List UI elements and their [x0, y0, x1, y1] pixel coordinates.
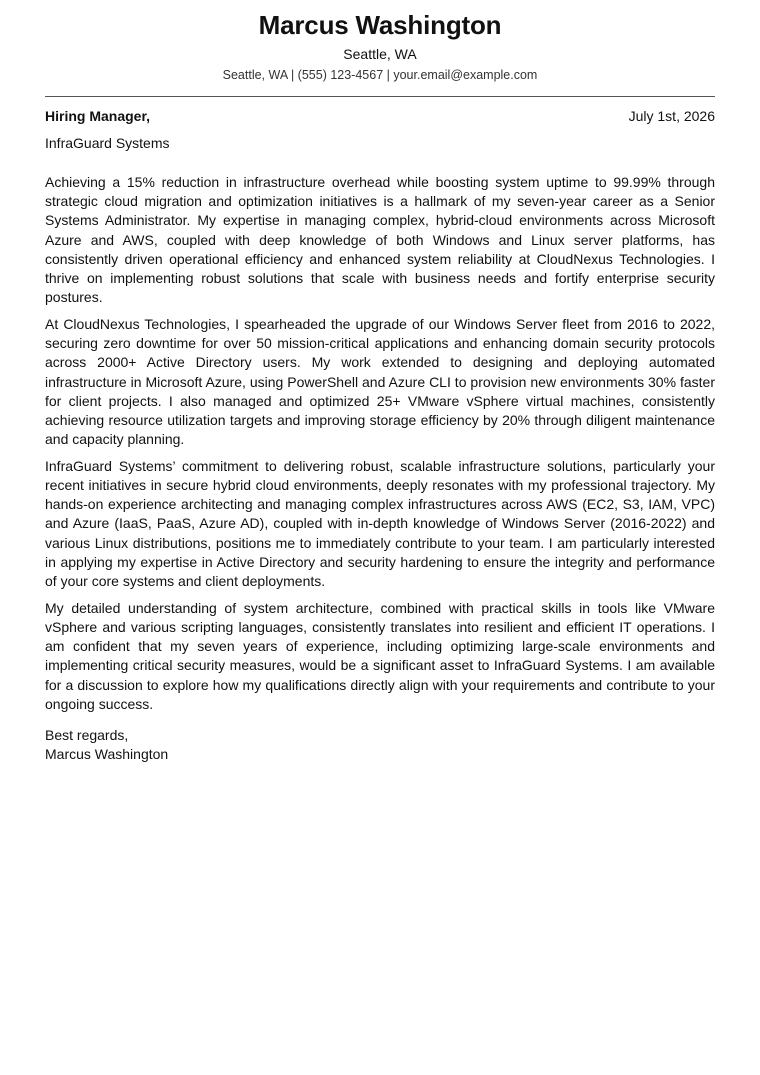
header-divider — [45, 96, 715, 97]
signature-name: Marcus Washington — [45, 746, 169, 763]
letter-meta-row — [45, 107, 715, 125]
body-paragraph-4: My detailed understanding of system architecture, combined with practical skills in tools like VMware vSphere and various scripting languages, consistently translates into resilient and efficient IT operations. I am confident that my seven years of experience, including optimizing large-scale environments and implementing critical security measures, would be a significant asset to InfraGuard Systems. I am available for a discussion to explore how my qualifications directly align with your requirements and contribute to your ongoing success. — [45, 599, 715, 712]
applicant-location: Seattle, WA — [343, 46, 417, 62]
body-paragraph-3: InfraGuard Systems’ commitment to delivering robust, scalable infrastructure solutions, particularly your recent initiatives in secure hybrid cloud environments, deeply resonates with my professional trajectory. My hands-on experience architecting and managing complex infrastructures across AWS (EC2, S3, IAM, VPC) and Azure (IaaS, PaaS, Azure AD), coupled with in-depth knowledge of Windows Server (2016-2022) and various Linux distributions, positions me to immediately contribute to your team. I am particularly interested in applying my expertise in Active Directory and security hardening to ensure the integrity and performance of your core systems and client deployments. — [45, 457, 715, 590]
recipient-company: InfraGuard Systems — [45, 135, 170, 151]
body-paragraph-2: At CloudNexus Technologies, I spearheaded the upgrade of our Windows Server fleet from 2016 to 2022, securing zero downtime for over 50 mission-critical applications and enhancing domain security protocols across 2000+ Active Directory users. My work extended to designing and deploying automated infrastructure in Microsoft Azure, using PowerShell and Azure CLI to provision new environments 30% faster for client projects. I also managed and optimized 25+ VMware vSphere virtual machines, consistently achieving resource utilization targets and improving storage efficiency by 20% through diligent maintenance and capacity planning. — [45, 315, 715, 448]
applicant-name: Marcus Washington — [258, 10, 502, 40]
closing-phrase: Best regards, — [45, 726, 129, 743]
body-paragraph-1: Achieving a 15% reduction in infrastructure overhead while boosting system uptime to 99.99% through strategic cloud migration and optimization initiatives is a hallmark of my seven-year career as a Senior Systems Administrator. My expertise in managing complex, hybrid-cloud environments across Microsoft Azure and AWS, coupled with deep knowledge of both Windows and Linux server platforms, has consistently driven operational efficiency and enhanced system reliability at CloudNexus Technologies. I thrive on implementing robust solutions that scale with business needs and fortify enterprise security postures. — [45, 174, 715, 306]
recipient-salutation: Hiring Manager, — [45, 108, 151, 124]
letter-body — [45, 173, 715, 714]
letter-closing — [45, 726, 715, 764]
letter-date: July 1st, 2026 — [628, 108, 715, 124]
contact-line: Seattle, WA | (555) 123-4567 | your.email@example.com — [222, 68, 538, 82]
